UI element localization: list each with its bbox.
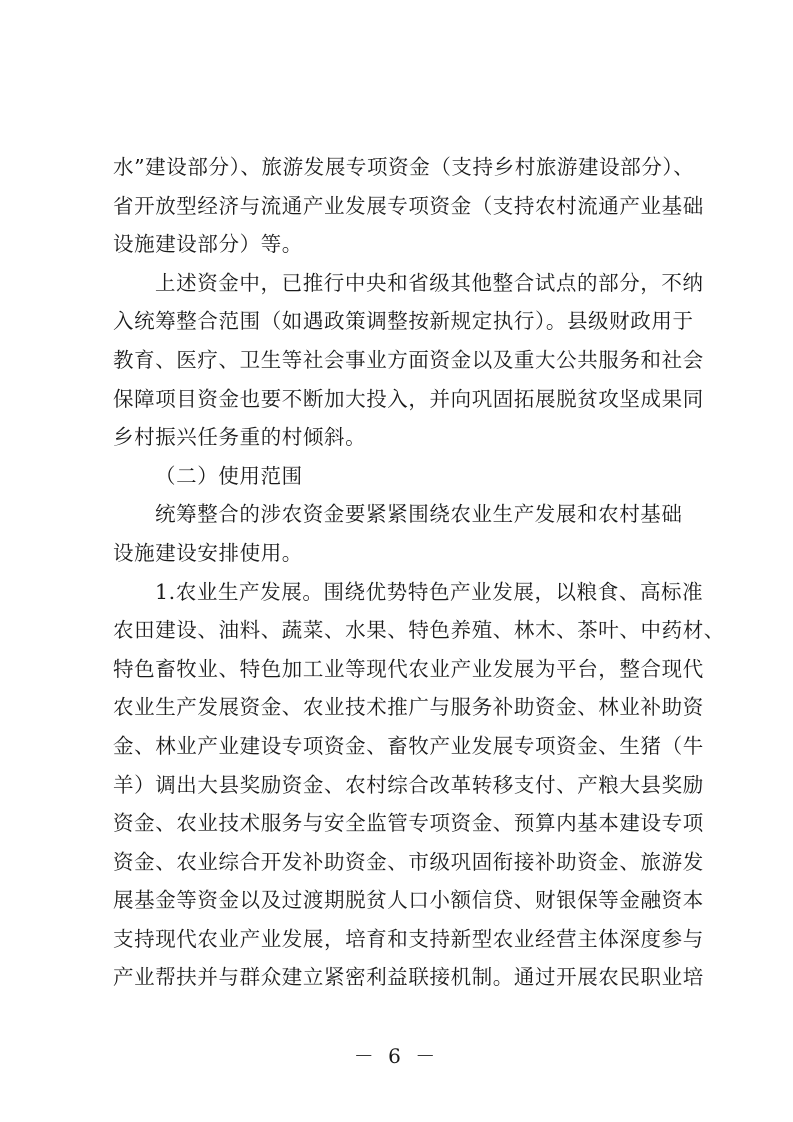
paragraph-0-line-2: 设施建设部分）等。	[113, 232, 303, 257]
paragraph-4-line-0: 1.农业生产发展。围绕优势特色产业发展，以粮食、高标准	[155, 579, 704, 604]
paragraph-4-line-1: 农田建设、油料、蔬菜、水果、特色养殖、林木、茶叶、中药材、	[113, 618, 725, 643]
paragraph-4-line-6: 资金、农业技术服务与安全监管专项资金、预算内基本建设专项	[113, 811, 704, 836]
paragraph-4-line-9: 支持现代农业产业发展，培育和支持新型农业经营主体深度参与	[113, 926, 704, 951]
paragraph-4-line-5: 羊）调出大县奖励资金、农村综合改革转移支付、产粮大县奖励	[113, 772, 704, 797]
paragraph-0-line-1: 省开放型经济与流通产业发展专项资金（支持农村流通产业基础	[113, 193, 704, 218]
paragraph-0-line-0: 水”建设部分）、旅游发展专项资金（支持乡村旅游建设部分）、	[113, 155, 695, 179]
body-text	[113, 148, 725, 997]
paragraph-4-line-7: 资金、农业综合开发补助资金、市级巩固衔接补助资金、旅游发	[113, 849, 704, 874]
paragraph-4-line-10: 产业帮扶并与群众建立紧密利益联接机制。通过开展农民职业培	[113, 965, 704, 990]
paragraph-1-line-4: 乡村振兴任务重的村倾斜。	[113, 425, 367, 450]
paragraph-4-line-8: 展基金等资金以及过渡期脱贫人口小额信贷、财银保等金融资本	[113, 888, 704, 913]
paragraph-1-line-0: 上述资金中，已推行中央和省级其他整合试点的部分，不纳	[155, 270, 704, 295]
paragraph-3-line-0: 统筹整合的涉农资金要紧紧围绕农业生产发展和农村基础	[155, 502, 683, 527]
paragraph-2-line-0: （二）使用范围	[155, 463, 303, 488]
paragraph-1-line-3: 保障项目资金也要不断加大投入，并向巩固拓展脱贫攻坚成果同	[113, 386, 704, 411]
paragraph-4-line-4: 金、林业产业建设专项资金、畜牧产业发展专项资金、生猪（牛	[113, 733, 704, 758]
paragraph-1-line-2: 教育、医疗、卫生等社会事业方面资金以及重大公共服务和社会	[113, 347, 704, 372]
paragraph-4-line-2: 特色畜牧业、特色加工业等现代农业产业发展为平台，整合现代	[113, 656, 704, 681]
paragraph-1-line-1: 入统筹整合范围（如遇政策调整按新规定执行）。县级财政用于	[113, 309, 694, 334]
page-number: － 6 －	[353, 1044, 440, 1068]
paragraph-4-line-3: 农业生产发展资金、农业技术推广与服务补助资金、林业补助资	[113, 695, 704, 720]
paragraph-3-line-1: 设施建设安排使用。	[113, 540, 303, 565]
